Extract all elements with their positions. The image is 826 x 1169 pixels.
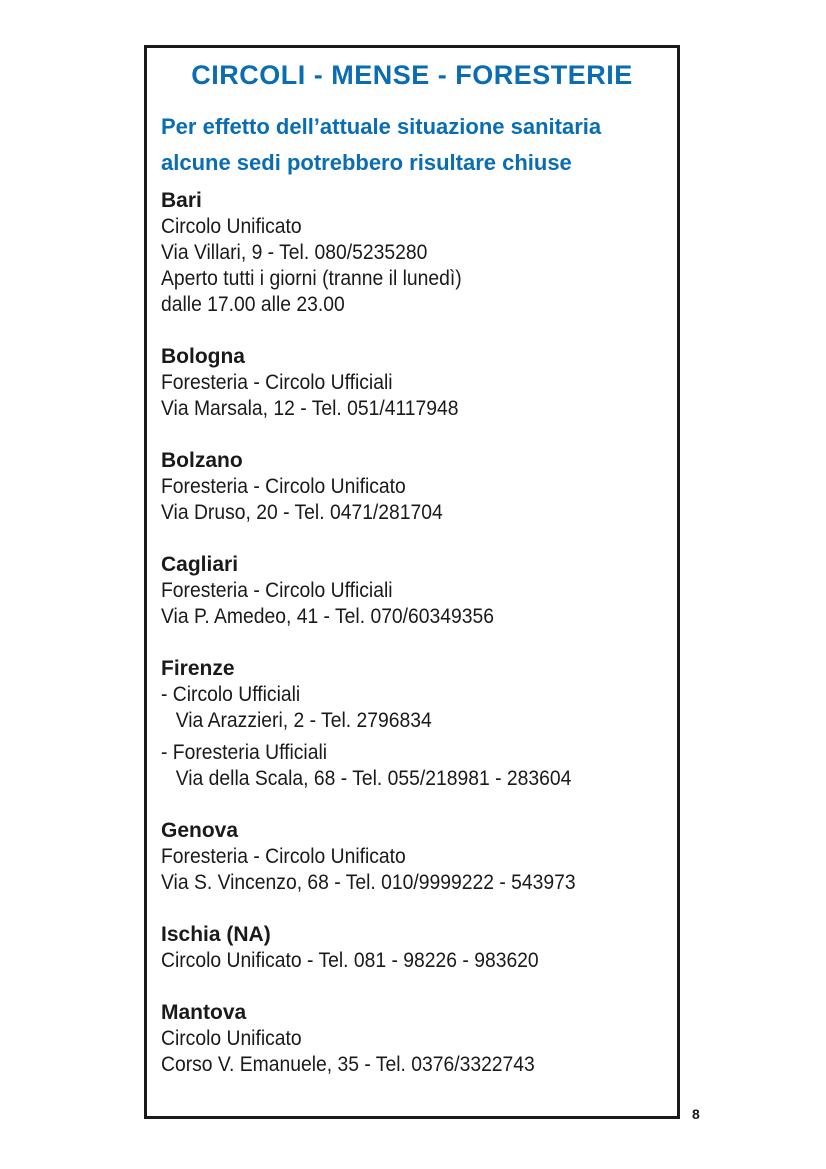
page-title: CIRCOLI - MENSE - FORESTERIE	[191, 60, 633, 90]
sub-location	[161, 740, 671, 792]
entry-line: Corso V. Emanuele, 35 - Tel. 0376/3322743	[161, 1053, 535, 1076]
entry-line: Via P. Amedeo, 41 - Tel. 070/60349356	[161, 605, 495, 628]
location-entry	[161, 344, 671, 422]
city-name: Mantova	[161, 1001, 247, 1024]
page-number: 8	[692, 1106, 700, 1122]
city-name: Firenze	[161, 657, 235, 680]
city-name: Ischia (NA)	[161, 923, 271, 946]
notice-line: alcune sedi potrebbero risultare chiuse	[161, 150, 572, 175]
sub-location-name: - Circolo Ufficiali	[161, 683, 301, 706]
entry-line: Via S. Vincenzo, 68 - Tel. 010/9999222 - 543973	[161, 871, 576, 894]
location-entry	[161, 1000, 671, 1078]
notice-subtitle	[161, 109, 671, 181]
content-frame	[144, 45, 680, 1119]
location-list	[161, 188, 671, 1104]
notice-line: Per effetto dell’attuale situazione sanitaria	[161, 114, 602, 139]
sub-location	[161, 682, 671, 734]
entry-line: Aperto tutti i giorni (tranne il lunedì)	[161, 267, 462, 290]
sub-location-address: Via Arazzieri, 2 - Tel. 2796834	[175, 709, 432, 732]
location-entry	[161, 188, 671, 318]
entry-line: dalle 17.00 alle 23.00	[161, 293, 345, 316]
city-name: Bari	[161, 189, 202, 212]
entry-line: Circolo Unificato - Tel. 081 - 98226 - 983620	[161, 949, 539, 972]
entry-line: Foresteria - Circolo Unificato	[161, 475, 406, 498]
entry-line: Foresteria - Circolo Ufficiali	[161, 371, 393, 394]
location-entry	[161, 818, 671, 896]
entry-line: Circolo Unificato	[161, 215, 302, 238]
entry-line: Via Marsala, 12 - Tel. 051/4117948	[161, 397, 459, 420]
city-name: Genova	[161, 819, 239, 842]
entry-line: Foresteria - Circolo Unificato	[161, 845, 406, 868]
location-entry	[161, 656, 671, 792]
city-name: Bologna	[161, 345, 245, 368]
city-name: Cagliari	[161, 553, 239, 576]
city-name: Bolzano	[161, 449, 243, 472]
location-entry	[161, 922, 671, 974]
entry-line: Foresteria - Circolo Ufficiali	[161, 579, 393, 602]
location-entry	[161, 552, 671, 630]
entry-line: Circolo Unificato	[161, 1027, 302, 1050]
location-entry	[161, 448, 671, 526]
sub-location-name: - Foresteria Ufficiali	[161, 741, 328, 764]
entry-line: Via Druso, 20 - Tel. 0471/281704	[161, 501, 443, 524]
sub-location-address: Via della Scala, 68 - Tel. 055/218981 - 283604	[175, 767, 572, 790]
entry-line: Via Villari, 9 - Tel. 080/5235280	[161, 241, 428, 264]
